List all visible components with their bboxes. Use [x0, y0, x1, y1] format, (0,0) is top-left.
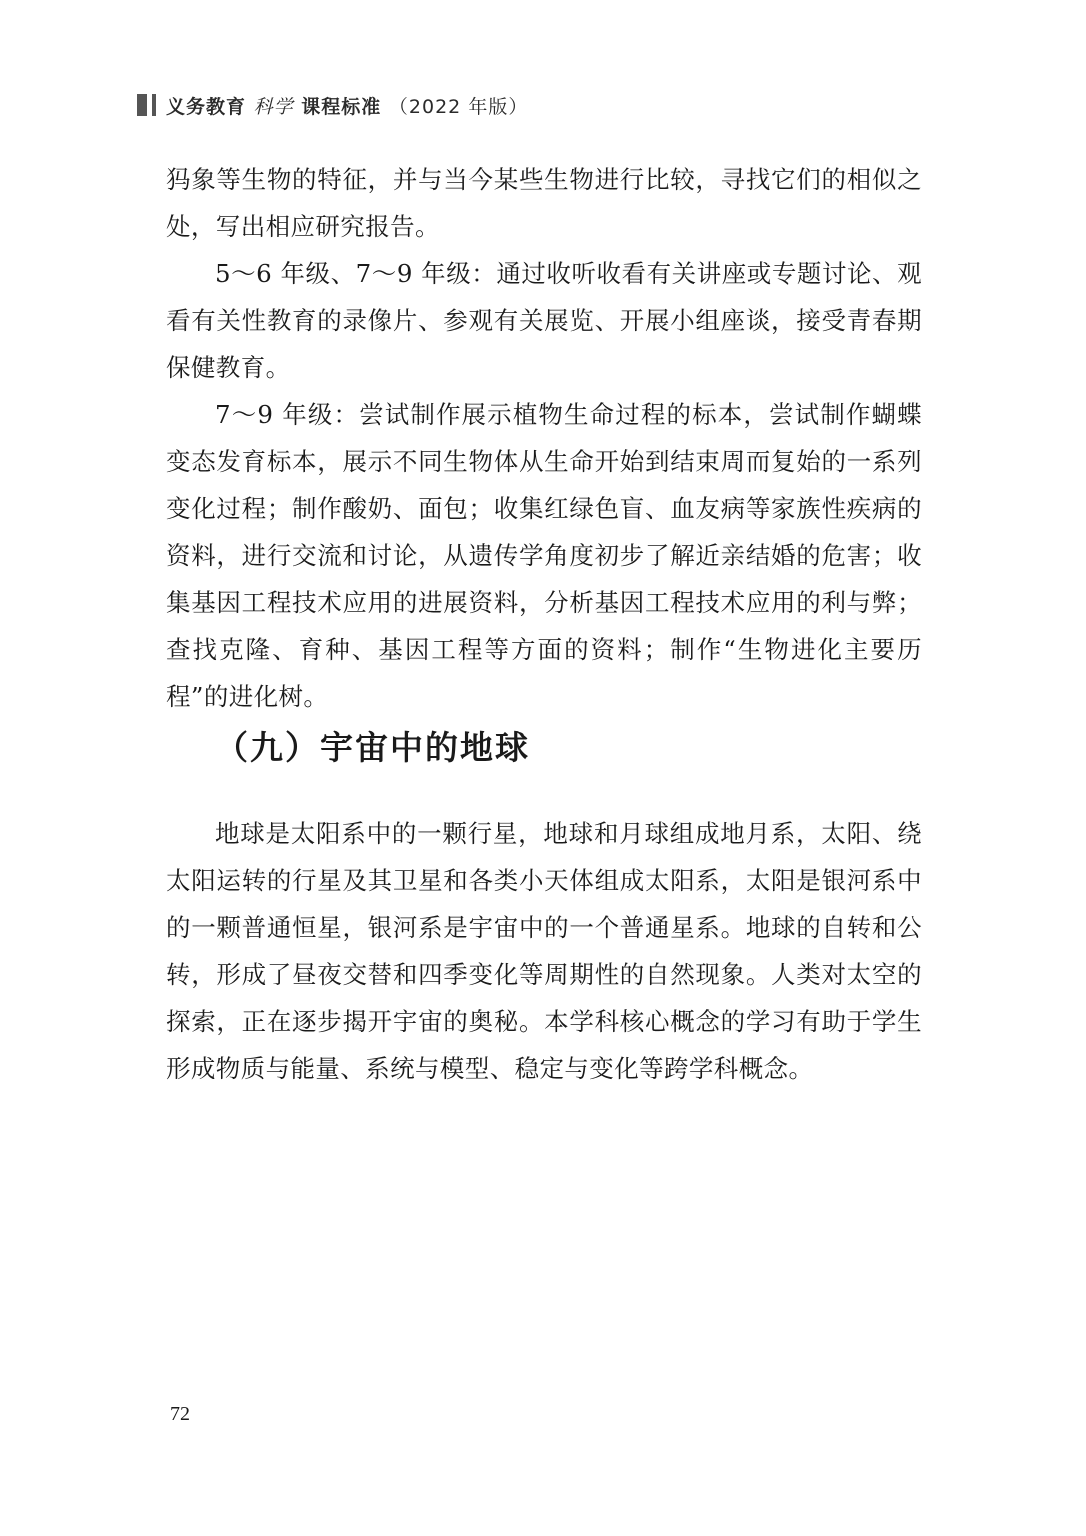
- section-heading: （九）宇宙中的地球: [215, 728, 530, 767]
- header-series: 义务教育: [166, 95, 247, 118]
- paragraph: 犸象等生物的特征，并与当今某些生物进行比较，寻找它们的相似之处，写出相应研究报告。: [166, 165, 922, 241]
- section-body: [166, 810, 922, 1092]
- header-edition: （2022 年版）: [388, 95, 529, 118]
- paragraph: 5～6 年级、7～9 年级：通过收听收看有关讲座或专题讨论、观看有关性教育的录像片、参观有关展览、开展小组座谈，接受青春期保健教育。: [166, 259, 922, 382]
- paragraph: 地球是太阳系中的一颗行星，地球和月球组成地月系，太阳、绕太阳运转的行星及其卫星和各类小天体组成太阳系，太阳是银河系中的一颗普通恒星，银河系是宇宙中的一个普通星系。地球的自转和公转，形成了昼夜交替和四季变化等周期性的自然现象。人类对太空的探索，正在逐步揭开宇宙的奥秘。本学科核心概念的学习有助于学生形成物质与能量、系统与模型、稳定与变化等跨学科概念。: [166, 819, 922, 1083]
- paragraph: 7～9 年级：尝试制作展示植物生命过程的标本，尝试制作蝴蝶变态发育标本，展示不同生物体从生命开始到结束周而复始的一系列变化过程；制作酸奶、面包；收集红绿色盲、血友病等家族性疾病的资料，进行交流和讨论，从遗传学角度初步了解近亲结婚的危害；收集基因工程技术应用的进展资料，分析基因工程技术应用的利与弊；查找克隆、育种、基因工程等方面的资料；制作“生物进化主要历程”的进化树。: [166, 400, 922, 711]
- running-header: [137, 90, 528, 120]
- header-book-title: 课程标准: [301, 95, 382, 118]
- header-bar-icon: [137, 94, 156, 116]
- header-subject: 科学: [253, 95, 294, 118]
- page-number: 72: [170, 1403, 190, 1425]
- header-title: [166, 92, 528, 119]
- body-text: [166, 156, 922, 720]
